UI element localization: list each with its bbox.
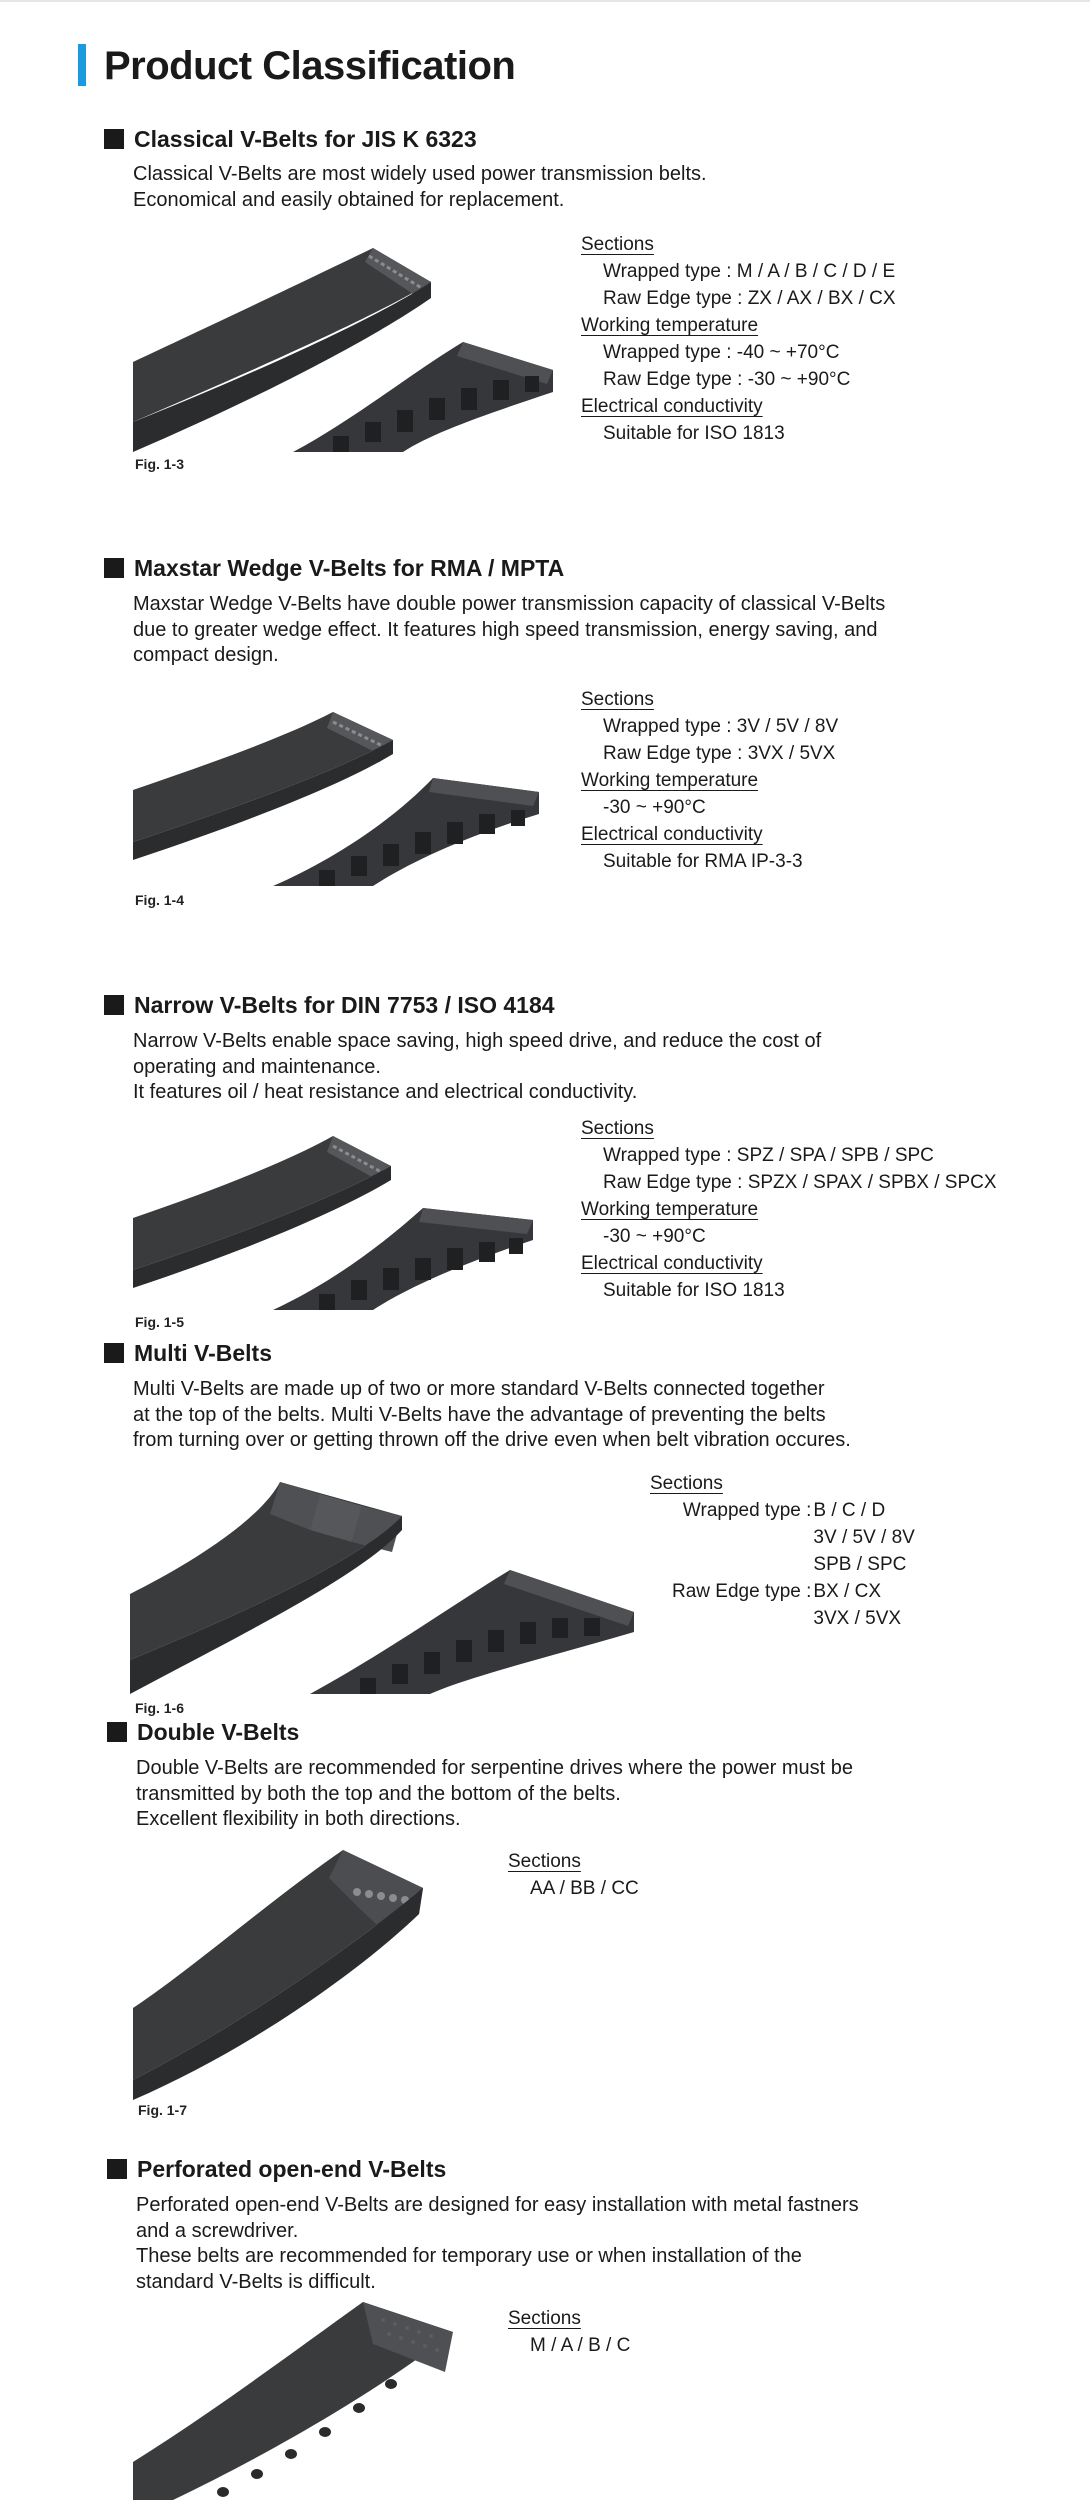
- spec-wrapped: Wrapped type : 3V / 5V / 8V: [603, 716, 839, 737]
- bullet-square-icon: [104, 995, 124, 1015]
- spec-list-narrow: [581, 1115, 997, 1304]
- section-heading-classical: Classical V-Belts for JIS K 6323: [104, 126, 477, 153]
- section-description: Maxstar Wedge V-Belts have double power transmission capacity of classical V-Belts due to greater wedge effect. It features high speed transmission, energy saving, and compact design.: [133, 593, 886, 666]
- spec-raw-edge-value: BX / CX: [813, 1581, 881, 1602]
- spec-type-table: [650, 1497, 915, 1632]
- multi-v-belt-image: [130, 1480, 640, 1694]
- spec-heading-sections: Sections: [508, 1851, 581, 1872]
- bullet-square-icon: [104, 558, 124, 578]
- section-heading-double: Double V-Belts: [107, 1719, 299, 1746]
- page-title: Product Classification: [104, 44, 516, 88]
- spec-heading-sections: Sections: [581, 234, 654, 255]
- section-heading-narrow: Narrow V-Belts for DIN 7753 / ISO 4184: [104, 992, 555, 1019]
- section-description: Double V-Belts are recommended for serpentine drives where the power must be transmitted by both the top and the bottom of the belts. Excellent flexibility in both directions.: [136, 1757, 854, 1830]
- figure-label: Fig. 1-3: [135, 456, 185, 472]
- section-heading-maxstar: Maxstar Wedge V-Belts for RMA / MPTA: [104, 555, 564, 582]
- spec-wrapped-value: SPB / SPC: [813, 1554, 907, 1575]
- spec-heading-sections: Sections: [581, 689, 654, 710]
- spec-list-double: [508, 1848, 639, 1902]
- spec-temp: -30 ~ +90°C: [603, 797, 706, 818]
- spec-heading-temperature: Working temperature: [581, 1199, 759, 1220]
- spec-list-multi: [650, 1470, 915, 1632]
- spec-raw-edge-key: Raw Edge type :: [672, 1581, 812, 1602]
- spec-temp: -30 ~ +90°C: [603, 1226, 706, 1247]
- spec-heading-sections: Sections: [650, 1473, 723, 1494]
- figure-label: Fig. 1-6: [135, 1700, 185, 1716]
- spec-heading-conductivity: Electrical conductivity: [581, 1253, 763, 1274]
- spec-sections-value: AA / BB / CC: [530, 1878, 639, 1899]
- spec-list-maxstar: [581, 686, 838, 875]
- section-heading-perforated: Perforated open-end V-Belts: [107, 2156, 446, 2183]
- section-description: Classical V-Belts are most widely used power transmission belts. Economical and easily obtained for replacement.: [133, 163, 707, 211]
- spec-heading-temperature: Working temperature: [581, 770, 759, 791]
- top-divider: [0, 0, 1090, 2]
- double-v-belt-image: [133, 1848, 433, 2100]
- bullet-square-icon: [107, 1722, 127, 1742]
- spec-heading-sections: Sections: [508, 2308, 581, 2329]
- spec-raw-edge: Raw Edge type : 3VX / 5VX: [603, 743, 836, 764]
- perforated-v-belt-image: [133, 2302, 463, 2500]
- bullet-square-icon: [107, 2159, 127, 2179]
- bullet-square-icon: [104, 1343, 124, 1363]
- spec-heading-conductivity: Electrical conductivity: [581, 824, 763, 845]
- spec-temp-raw: Raw Edge type : -30 ~ +90°C: [603, 369, 851, 390]
- spec-conductivity: Suitable for RMA IP-3-3: [603, 851, 803, 872]
- spec-list-classical: [581, 231, 896, 447]
- spec-wrapped: Wrapped type : M / A / B / C / D / E: [603, 261, 896, 282]
- figure-label: Fig. 1-4: [135, 892, 185, 908]
- spec-heading-temperature: Working temperature: [581, 315, 759, 336]
- spec-heading-conductivity: Electrical conductivity: [581, 396, 763, 417]
- spec-wrapped-key: Wrapped type :: [682, 1500, 812, 1521]
- title-accent-bar: [78, 44, 86, 86]
- spec-sections-value: M / A / B / C: [530, 2335, 631, 2356]
- section-description: Perforated open-end V-Belts are designed for easy installation with metal fastners and a screwdriver. These belts are recommended for temporary use or when installation of the standard V-Belts is difficult.: [136, 2194, 859, 2293]
- bullet-square-icon: [104, 129, 124, 149]
- spec-raw-edge: Raw Edge type : SPZX / SPAX / SPBX / SPCX: [603, 1172, 997, 1193]
- spec-raw-edge-value: 3VX / 5VX: [813, 1608, 902, 1629]
- spec-heading-sections: Sections: [581, 1118, 654, 1139]
- spec-raw-edge: Raw Edge type : ZX / AX / BX / CX: [603, 288, 896, 309]
- spec-wrapped: Wrapped type : SPZ / SPA / SPB / SPC: [603, 1145, 934, 1166]
- figure-label: Fig. 1-7: [138, 2102, 188, 2118]
- spec-wrapped-value: B / C / D: [813, 1500, 886, 1521]
- spec-conductivity: Suitable for ISO 1813: [603, 1280, 785, 1301]
- spec-list-perforated: [508, 2305, 630, 2359]
- spec-conductivity: Suitable for ISO 1813: [603, 423, 785, 444]
- section-heading-multi: Multi V-Belts: [104, 1340, 272, 1367]
- figure-label: Fig. 1-5: [135, 1314, 185, 1330]
- narrow-v-belt-image: [133, 1134, 563, 1310]
- maxstar-wedge-belt-image: [133, 710, 563, 886]
- classical-v-belt-image: [133, 242, 563, 452]
- section-description: Multi V-Belts are made up of two or more standard V-Belts connected together at the top of the belts. Multi V-Belts have the advantage of preventing the belts from turning over or getting thrown off the drive even when belt vibration occures.: [133, 1378, 851, 1451]
- spec-temp-wrapped: Wrapped type : -40 ~ +70°C: [603, 342, 840, 363]
- spec-wrapped-value: 3V / 5V / 8V: [813, 1527, 915, 1548]
- section-description: Narrow V-Belts enable space saving, high speed drive, and reduce the cost of operating and maintenance. It features oil / heat resistance and electrical conductivity.: [133, 1030, 822, 1103]
